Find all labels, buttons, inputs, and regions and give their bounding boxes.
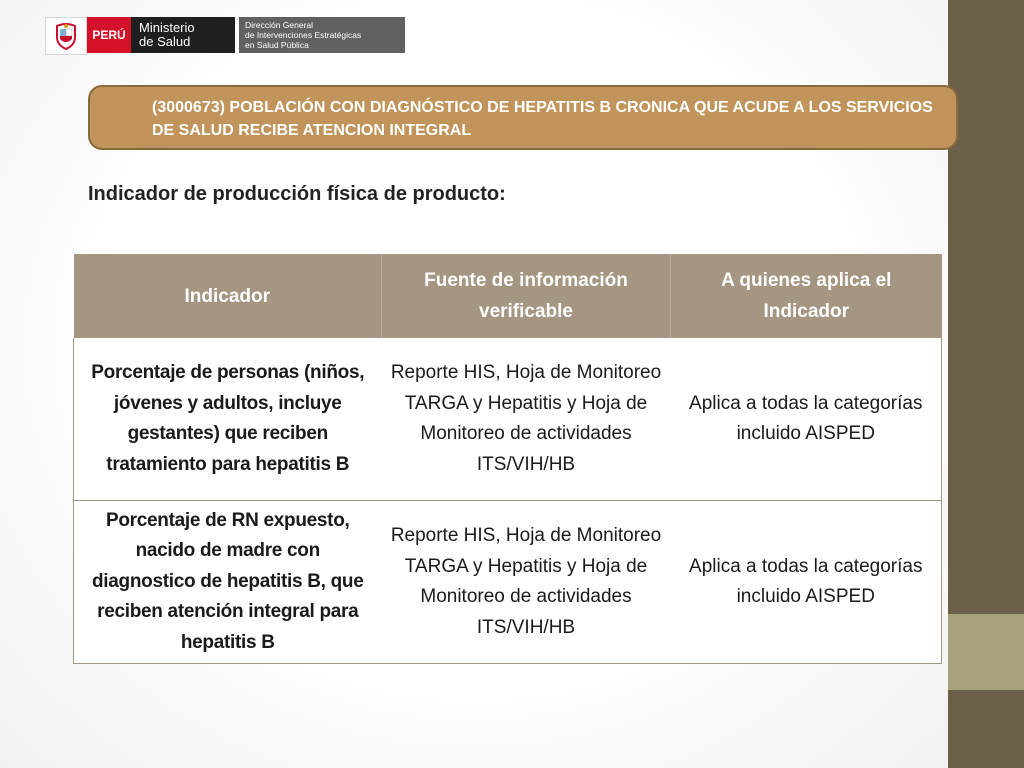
directorate-line-1: Dirección General [245, 20, 314, 30]
ministry-name [131, 17, 237, 53]
directorate-name [239, 17, 405, 53]
banner-title: (3000673) POBLACIÓN CON DIAGNÓSTICO DE HEPATITIS B CRONICA QUE ACUDE A LOS SERVICIOS DE SALUD RECIBE ATENCION INTEGRAL [152, 99, 933, 139]
aplica-cell: Aplica a todas la categorías incluido AISPED [671, 501, 942, 664]
header-fuente: Fuente de información verificable [382, 254, 671, 338]
table-row [74, 338, 942, 501]
product-banner [88, 85, 958, 150]
ministry-line-2: de Salud [139, 34, 191, 49]
fuente-cell: Reporte HIS, Hoja de Monitoreo TARGA y Hepatitis y Hoja de Monitoreo de actividades ITS/VIH/HB [382, 501, 671, 664]
aplica-cell: Aplica a todas la categorías incluido AISPED [671, 338, 942, 501]
indicators-table [73, 254, 942, 664]
header-aplica: A quienes aplica el Indicador [671, 254, 942, 338]
header-indicador: Indicador [74, 254, 382, 338]
fuente-cell: Reporte HIS, Hoja de Monitoreo TARGA y Hepatitis y Hoja de Monitoreo de actividades ITS/VIH/HB [382, 338, 671, 501]
table-header-row [74, 254, 942, 338]
indicador-cell: Porcentaje de personas (niños, jóvenes y adultos, incluye gestantes) que reciben tratamiento para hepatitis B [74, 338, 382, 501]
directorate-line-3: en Salud Pública [245, 40, 309, 50]
indicador-cell: Porcentaje de RN expuesto, nacido de madre con diagnostico de hepatitis B, que reciben atención integral para hepatitis B [74, 501, 382, 664]
decorative-sidebar-accent [948, 614, 1024, 690]
page-subtitle: Indicador de producción física de producto: [88, 183, 506, 205]
directorate-line-2: de Intervenciones Estratégicas [245, 30, 362, 40]
peru-label: PERÚ [87, 17, 131, 53]
ministry-logo [45, 17, 405, 53]
ministry-line-1: Ministerio [139, 20, 195, 35]
table-row [74, 501, 942, 664]
coat-of-arms-icon [45, 17, 87, 55]
